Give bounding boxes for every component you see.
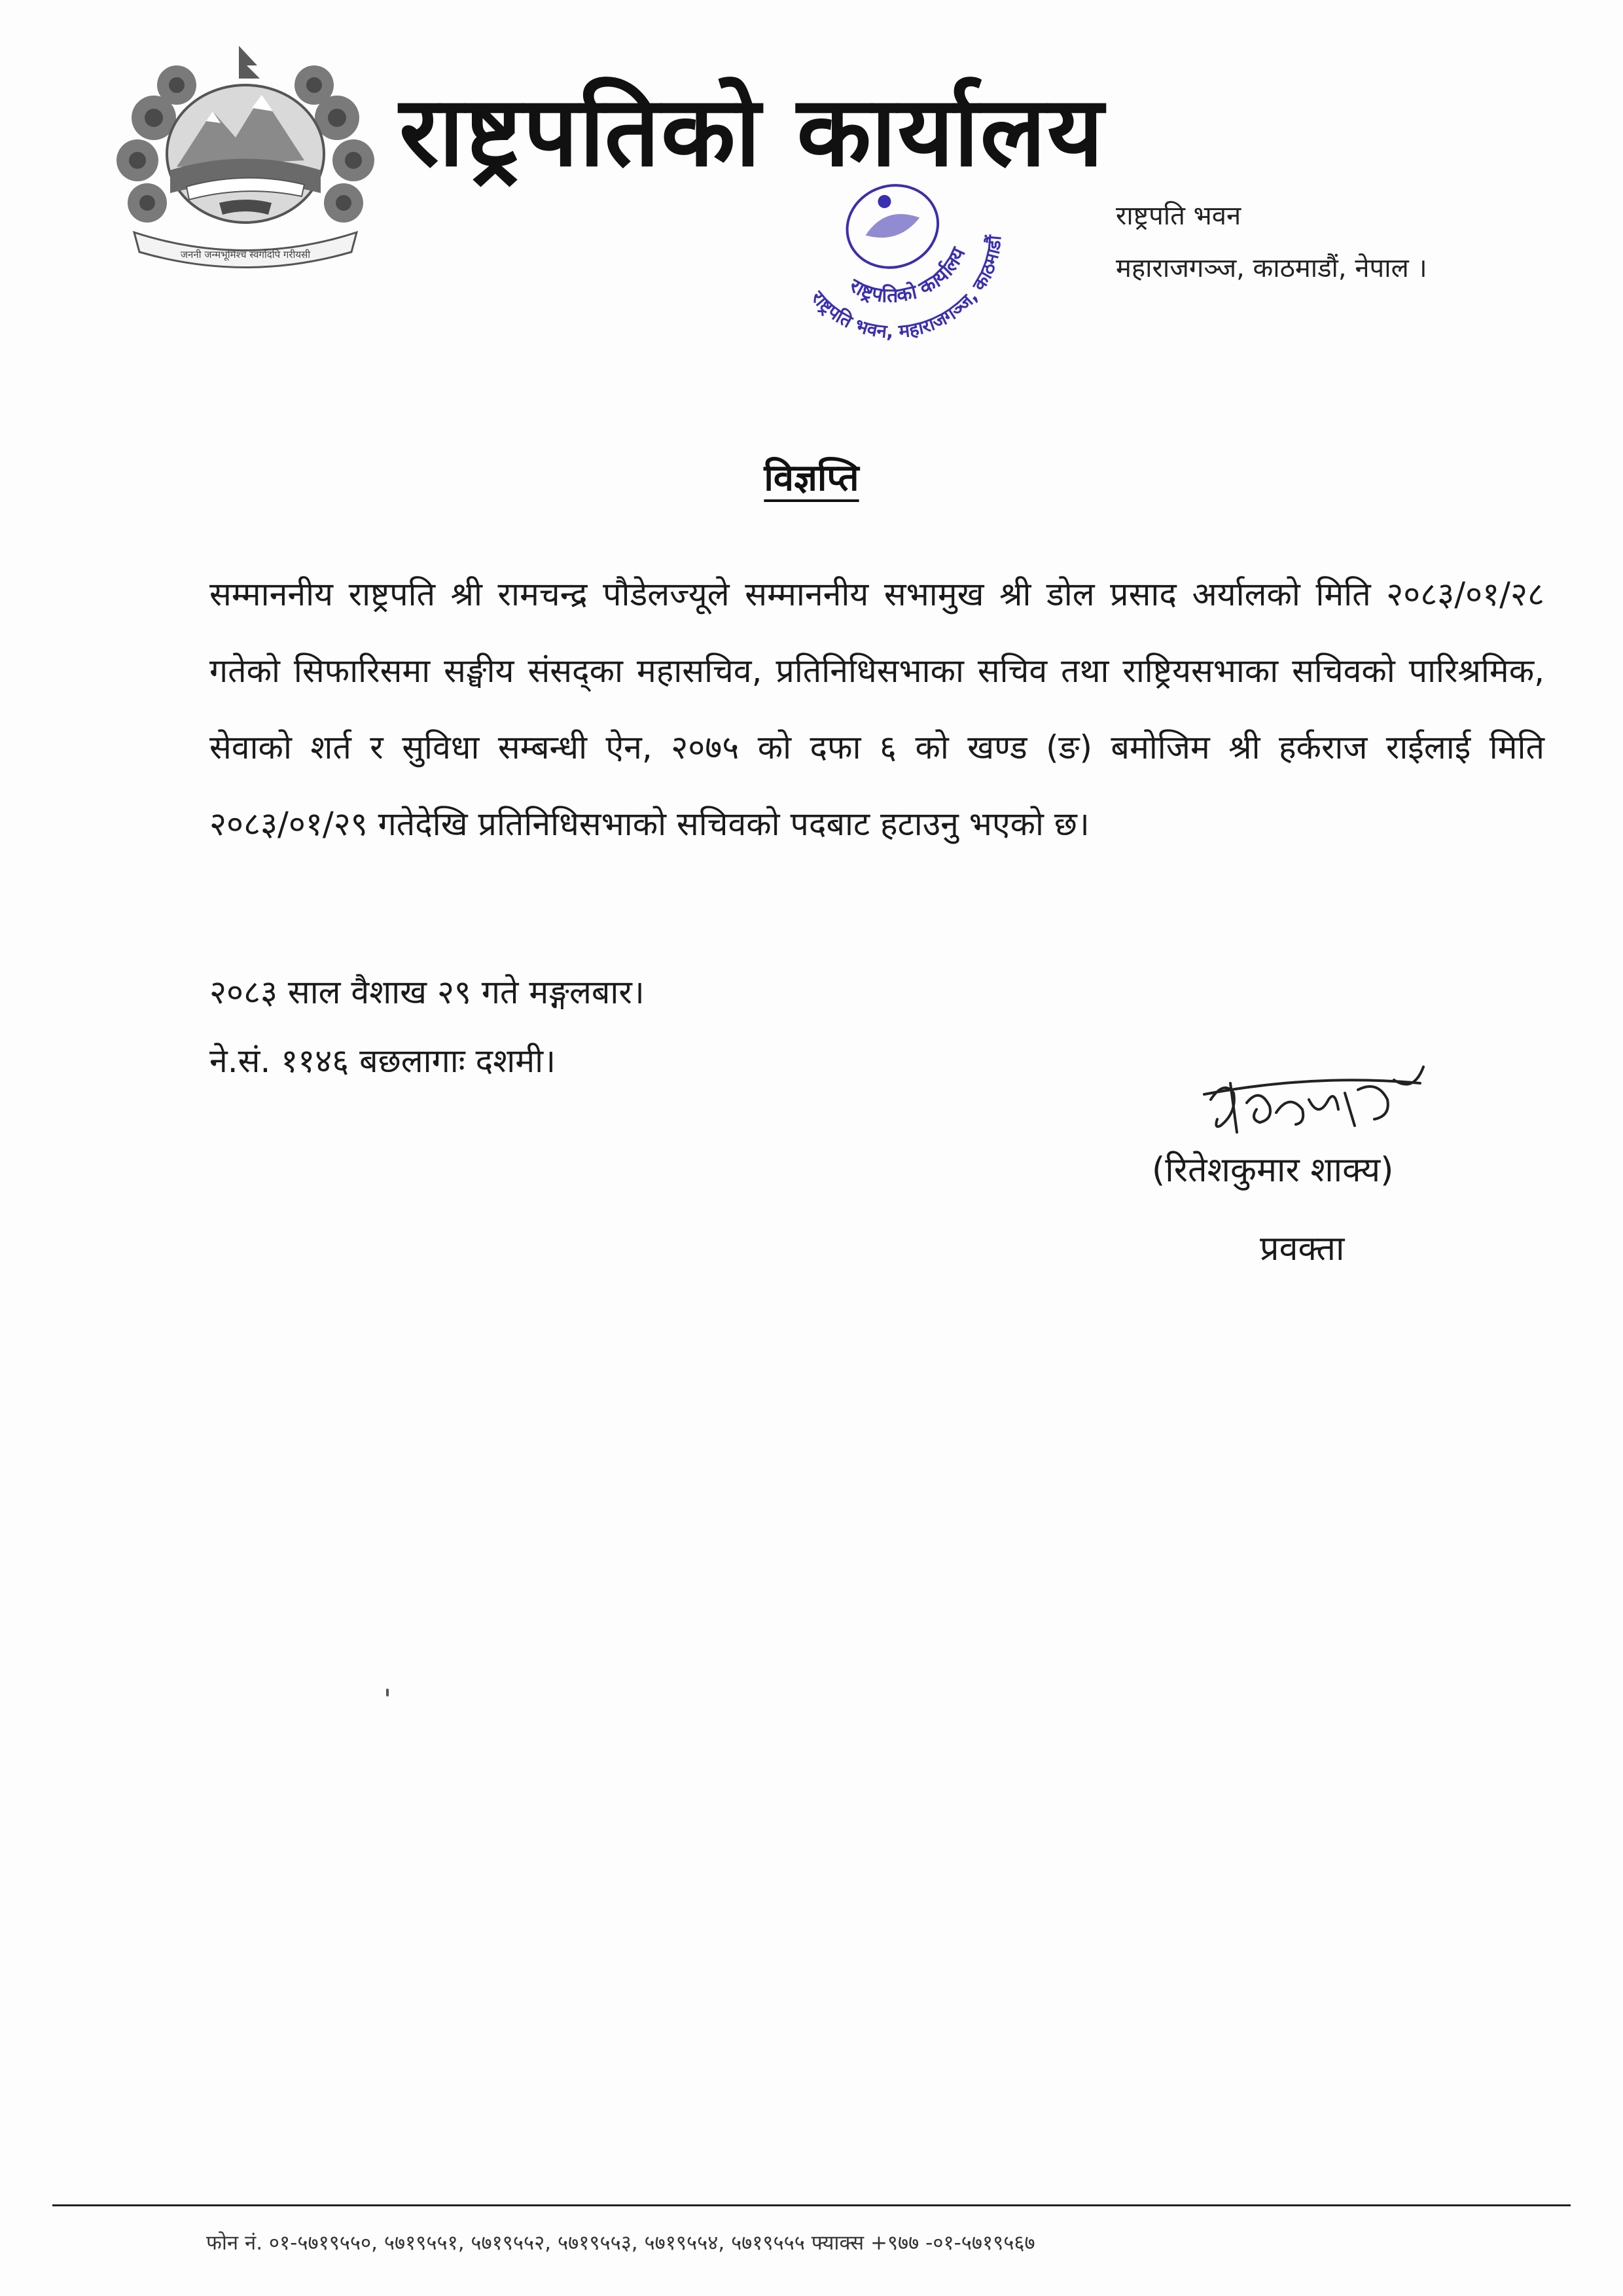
date-bikram-sambat: २०८३ साल वैशाख २९ गते मङ्गलबार।: [209, 973, 645, 1011]
scan-speck: [386, 1689, 389, 1696]
stamp-text-inner: राष्ट्रपतिको कार्यालय: [846, 244, 971, 308]
footer-contact-info: फोन नं. ०१-५७१९५५०, ५७१९५५१, ५७१९५५२, ५७१९५५३, ५७१९५५४, ५७१९५५५ फ्याक्स +९७७ -०१-५७१९५६७: [206, 2231, 1035, 2255]
emblem-motto: जननी जन्मभूमिश्च स्वर्गादपि गरीयसी: [180, 249, 311, 260]
address-line-1: राष्ट्रपति भवन: [1116, 201, 1241, 231]
nepal-emblem-icon: [108, 39, 383, 275]
notice-heading-text: विज्ञप्ति: [764, 457, 859, 499]
notice-body: सम्माननीय राष्ट्रपति श्री रामचन्द्र पौडेलज्यूले सम्माननीय सभामुख श्री डोल प्रसाद अर्यालको मिति २०८३/०१/२८ गतेको सिफारिसमा सङ्घीय संसद्का महासचिव, प्रतिनिधिसभाका सचिव तथा राष्ट्रियसभाका सचिवको पारिश्रमिक, सेवाको शर्त र सुविधा सम्बन्धी ऐन, २०७५ को दफा ६ को खण्ड (ङ) बमोजिम श्री हर्कराज राईलाई मिति २०८३/०१/२९ गतेदेखि प्रतिनिधिसभाको सचिवको पदबाट हटाउनु भएको छ।: [209, 575, 1544, 843]
handwritten-signature-icon: [1198, 1054, 1440, 1152]
signatory-name: (रितेशकुमार शाक्य): [1152, 1151, 1394, 1190]
signatory-title: प्रवक्ता: [1260, 1229, 1345, 1268]
office-address: [1116, 190, 1427, 295]
office-stamp-icon: [766, 128, 1027, 350]
office-title: राष्ट्रपतिको कार्यालय: [399, 75, 1105, 188]
date-nepal-sambat: ने.सं. ११४६ बछलागाः दशमी।: [209, 1042, 556, 1080]
notice-heading: [0, 452, 1623, 501]
address-line-2: महाराजगञ्ज, काठमाडौं, नेपाल ।: [1116, 253, 1427, 283]
footer-divider: [52, 2204, 1571, 2206]
stamp-text-outer: राष्ट्रपति भवन, महाराजगञ्ज, काठमाडौं: [807, 234, 1006, 343]
